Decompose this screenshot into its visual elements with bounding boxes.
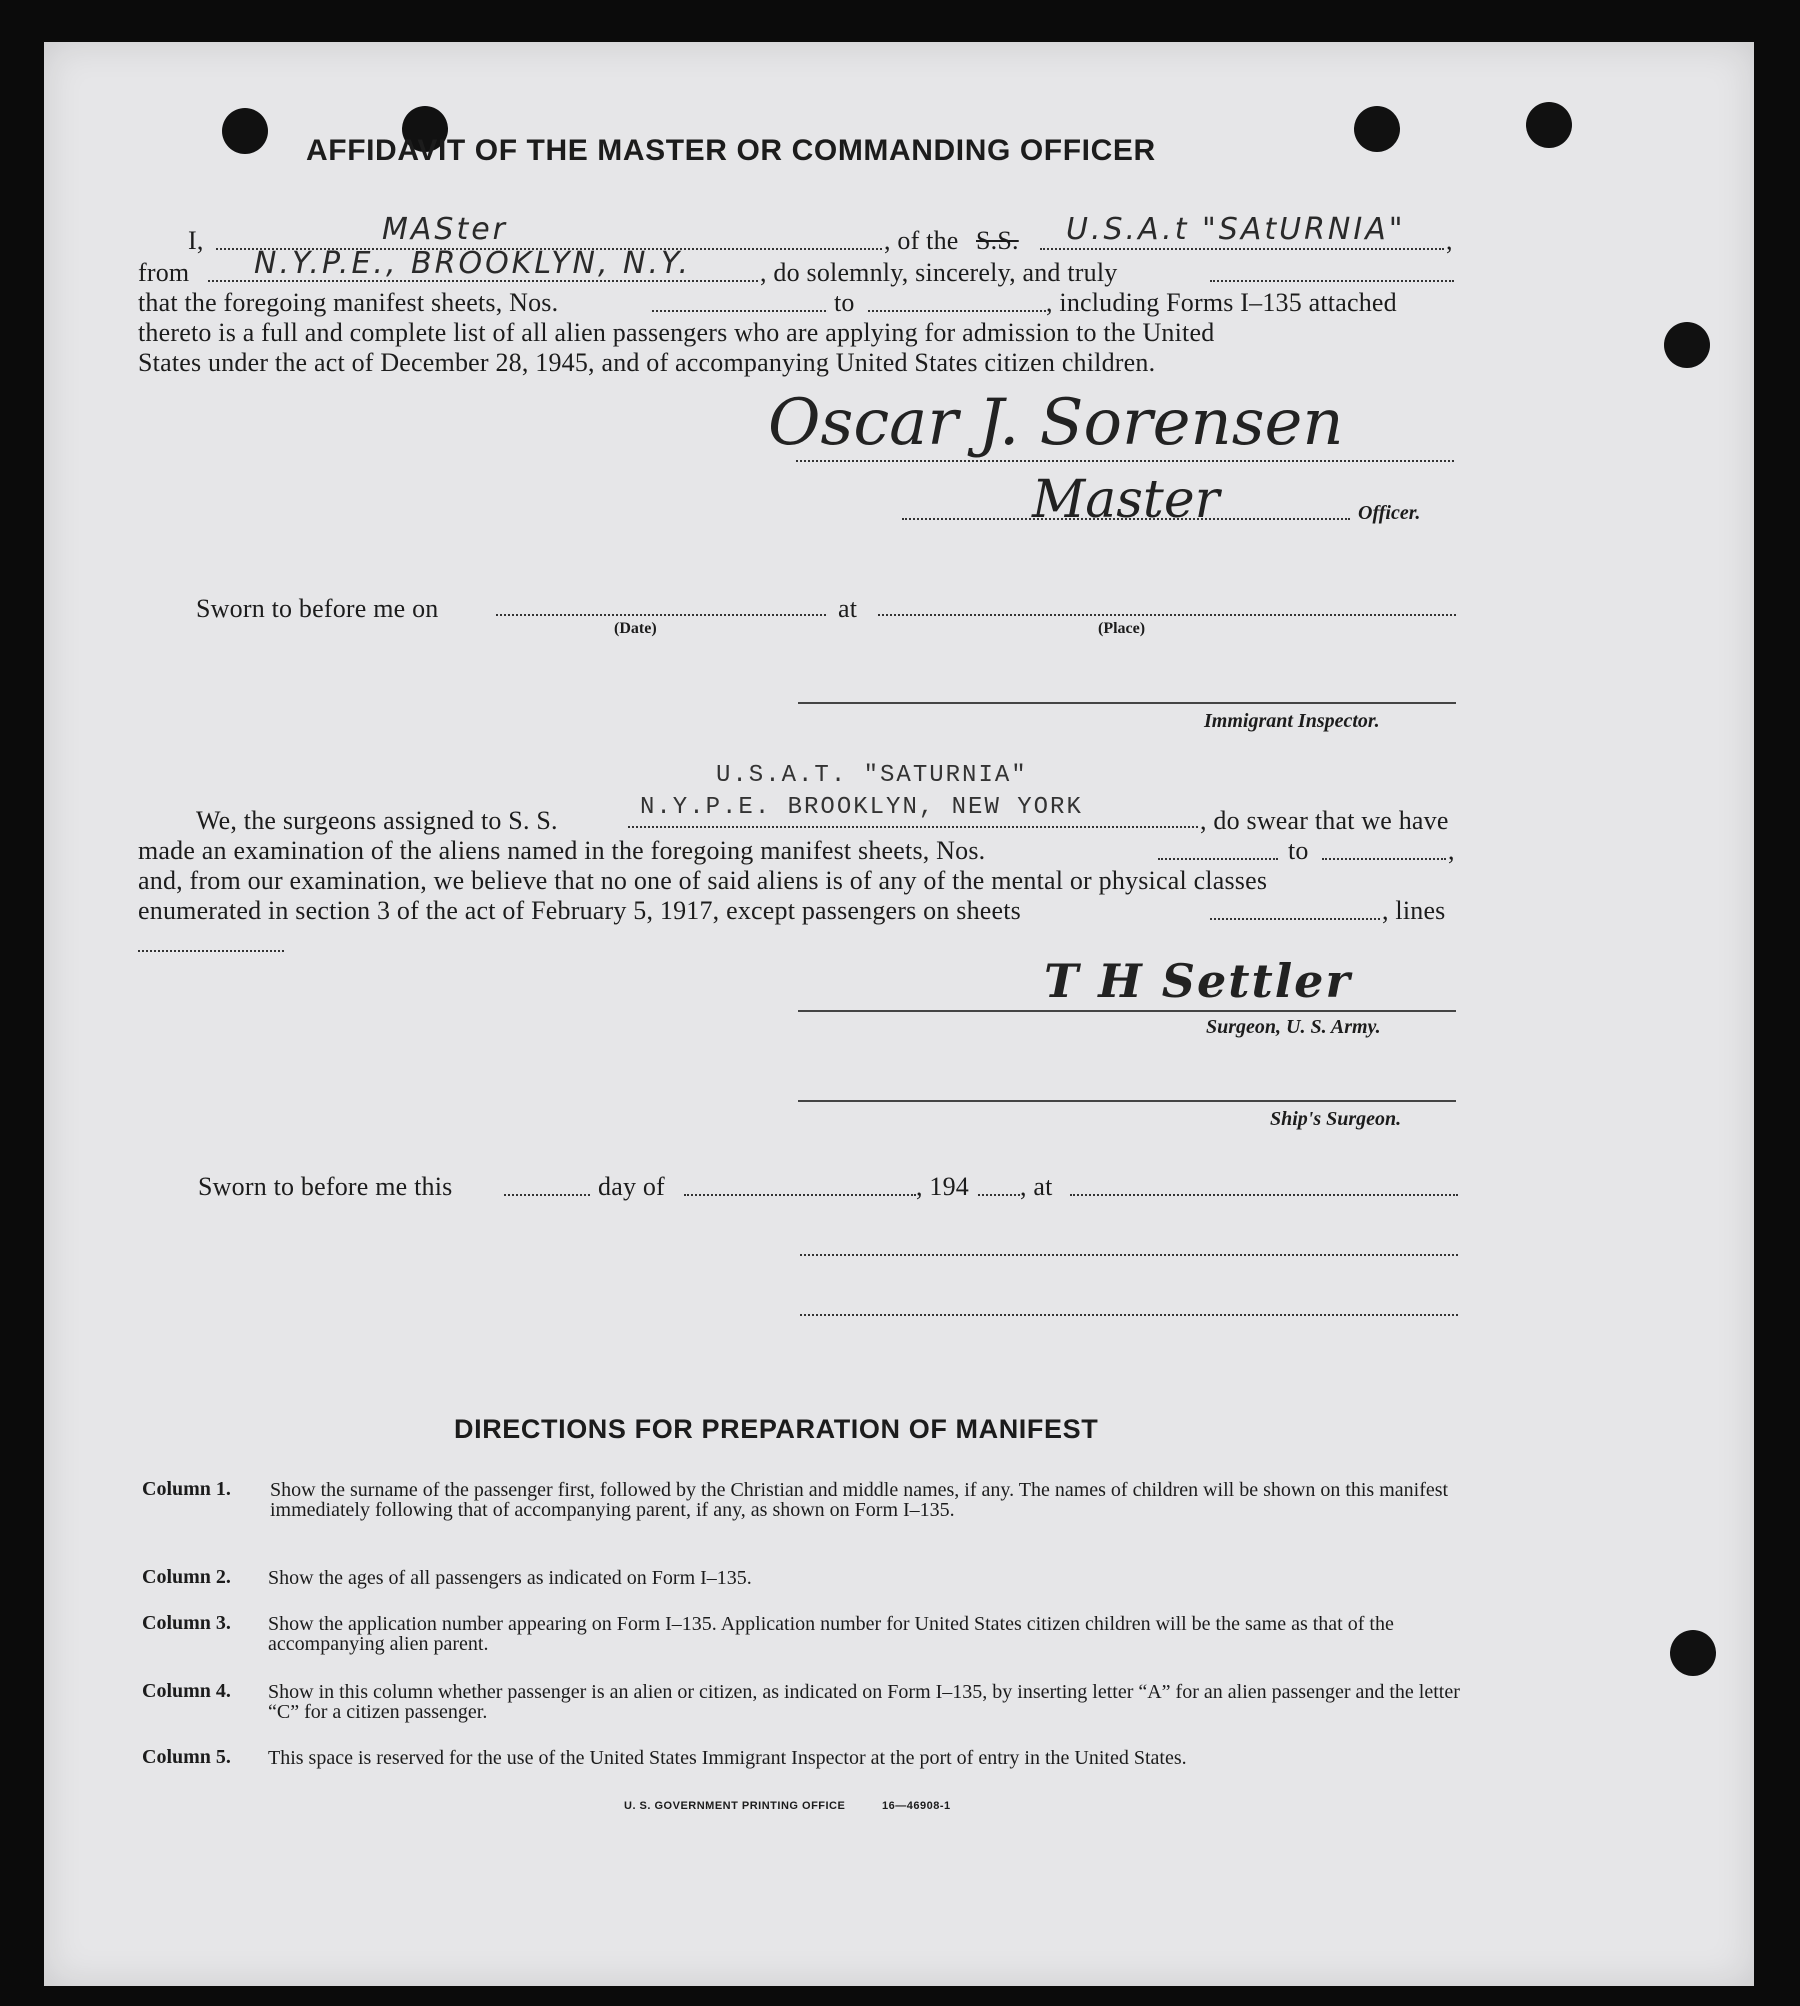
vessel-field-line: [1040, 248, 1444, 250]
column-2-label: Column 2.: [142, 1566, 231, 1588]
column-5-label: Column 5.: [142, 1746, 231, 1768]
ss-struck: S.S.: [976, 226, 1019, 255]
column-3-label: Column 3.: [142, 1612, 231, 1634]
master-handwritten: MASter: [382, 212, 509, 247]
typed-port: N.Y.P.E. BROOKLYN, NEW YORK: [640, 794, 1083, 821]
officer-label: Officer.: [1358, 502, 1421, 524]
column-2-text: Show the ages of all passengers as indicated on Form I–135.: [268, 1567, 752, 1589]
sworn2-place-line: [1070, 1194, 1458, 1196]
sworn2-sign-line-1: [800, 1254, 1458, 1256]
punch-hole: [1670, 1630, 1716, 1676]
from-handwritten: N.Y.P.E., BROOKLYN, N.Y.: [254, 246, 692, 281]
line1-prefix: I,: [188, 226, 204, 255]
swear-field-line: [1210, 280, 1454, 282]
sworn2-text: Sworn to before me this: [198, 1172, 453, 1201]
affidavit-title: AFFIDAVIT OF THE MASTER OR COMMANDING OFFICER: [306, 134, 1156, 167]
surgeons-line2-to: to: [1288, 836, 1309, 865]
surgeons-sheets-line: [1210, 918, 1380, 920]
punch-hole: [1526, 102, 1572, 148]
surgeons-line2-comma: ,: [1448, 836, 1455, 865]
inspector-label: Immigrant Inspector.: [1204, 710, 1380, 732]
place-caption: (Place): [1098, 620, 1146, 637]
manifest-line-b: , including Forms I–135 attached: [1046, 288, 1397, 317]
surgeons-nos-from: [1158, 858, 1278, 860]
sworn2-year-line: [978, 1194, 1020, 1196]
column-1-label: Column 1.: [142, 1478, 231, 1500]
manifest-to: to: [834, 288, 855, 317]
sworn1-place-line: [878, 614, 1456, 616]
from-label: from: [138, 258, 190, 287]
manifest-line-a: that the foregoing manifest sheets, Nos.: [138, 288, 559, 317]
sworn1-text: Sworn to before me on: [196, 594, 439, 623]
sworn2-month-line: [684, 1194, 916, 1196]
typed-vessel: U.S.A.T. "SATURNIA": [716, 762, 1028, 789]
column-4-text: Show in this column whether passenger is an alien or citizen, as indicated on Form I–135, by inserting letter “A” for an alien passenger and the letter “C” for a citizen passenger.: [268, 1681, 1460, 1723]
date-caption: (Date): [614, 620, 657, 637]
sworn1-date-line: [496, 614, 826, 616]
surgeons-lines-field: [138, 950, 284, 952]
ship-surgeon-label: Ship's Surgeon.: [1270, 1108, 1402, 1130]
column-5-text: This space is reserved for the use of the United States Immigrant Inspector at the port of entry in the United States.: [268, 1747, 1187, 1769]
punch-hole: [1664, 322, 1710, 368]
surgeons-line1-b: , do swear that we have: [1200, 806, 1449, 835]
sworn1-at: at: [838, 594, 858, 623]
army-signature-line: [798, 1010, 1456, 1012]
surgeons-nos-to: [1322, 858, 1446, 860]
manifest-line-4: thereto is a full and complete list of all alien passengers who are applying for admission to the United: [138, 318, 1215, 347]
punch-hole: [1354, 106, 1400, 152]
inspector-line: [798, 702, 1456, 704]
vessel-handwritten: U.S.A.t "SAtURNIA": [1066, 212, 1406, 247]
surgeons-vessel-line: [628, 826, 1198, 828]
column-1-text: Show the surname of the passenger first, followed by the Christian and middle names, if any. The names of children will be shown on this manifest immediately following that of accompanying parent, if any, as shown on Form I–135.: [270, 1479, 1449, 1521]
sworn2-sign-line-2: [800, 1314, 1458, 1316]
master-title-handwritten: Master: [1032, 470, 1220, 530]
surgeons-line4-b: , lines: [1382, 896, 1446, 925]
line1-comma: ,: [1446, 226, 1453, 255]
column-3-text: Show the application number appearing on Form I–135. Application number for United States citizen children will be the same as that of the accompanying alien parent.: [268, 1613, 1394, 1655]
solemnly-text: , do solemnly, sincerely, and truly: [760, 258, 1118, 287]
sworn2-day-line: [504, 1194, 590, 1196]
surgeons-line1-a: We, the surgeons assigned to S. S.: [196, 806, 558, 835]
column-4-label: Column 4.: [142, 1680, 231, 1702]
ship-surgeon-line: [798, 1100, 1456, 1102]
surgeons-line3: and, from our examination, we believe that no one of said aliens is of any of the mental or physical classes: [138, 866, 1268, 895]
master-signature: Oscar J. Sorensen: [768, 386, 1344, 460]
nos-to-field: [868, 310, 1046, 312]
sworn2-at: , at: [1020, 1172, 1053, 1201]
printer-imprint: U. S. GOVERNMENT PRINTING OFFICE: [624, 1800, 846, 1812]
form-number: 16—46908-1: [882, 1800, 951, 1812]
army-surgeon-label: Surgeon, U. S. Army.: [1206, 1016, 1381, 1038]
of-the-label: , of the: [884, 226, 959, 255]
sworn2-day-of: day of: [598, 1172, 665, 1201]
nos-from-field: [652, 310, 826, 312]
punch-hole: [222, 108, 268, 154]
army-surgeon-signature: T H Settler: [1044, 954, 1352, 1008]
signature-line: [796, 460, 1454, 462]
manifest-line-5: States under the act of December 28, 1945, and of accompanying United States citizen children.: [138, 348, 1156, 377]
directions-title: DIRECTIONS FOR PREPARATION OF MANIFEST: [454, 1414, 1099, 1444]
surgeons-line4-a: enumerated in section 3 of the act of February 5, 1917, except passengers on sheets: [138, 896, 1021, 925]
surgeons-line2-a: made an examination of the aliens named in the foregoing manifest sheets, Nos.: [138, 836, 986, 865]
sworn2-year: , 194: [916, 1172, 969, 1201]
